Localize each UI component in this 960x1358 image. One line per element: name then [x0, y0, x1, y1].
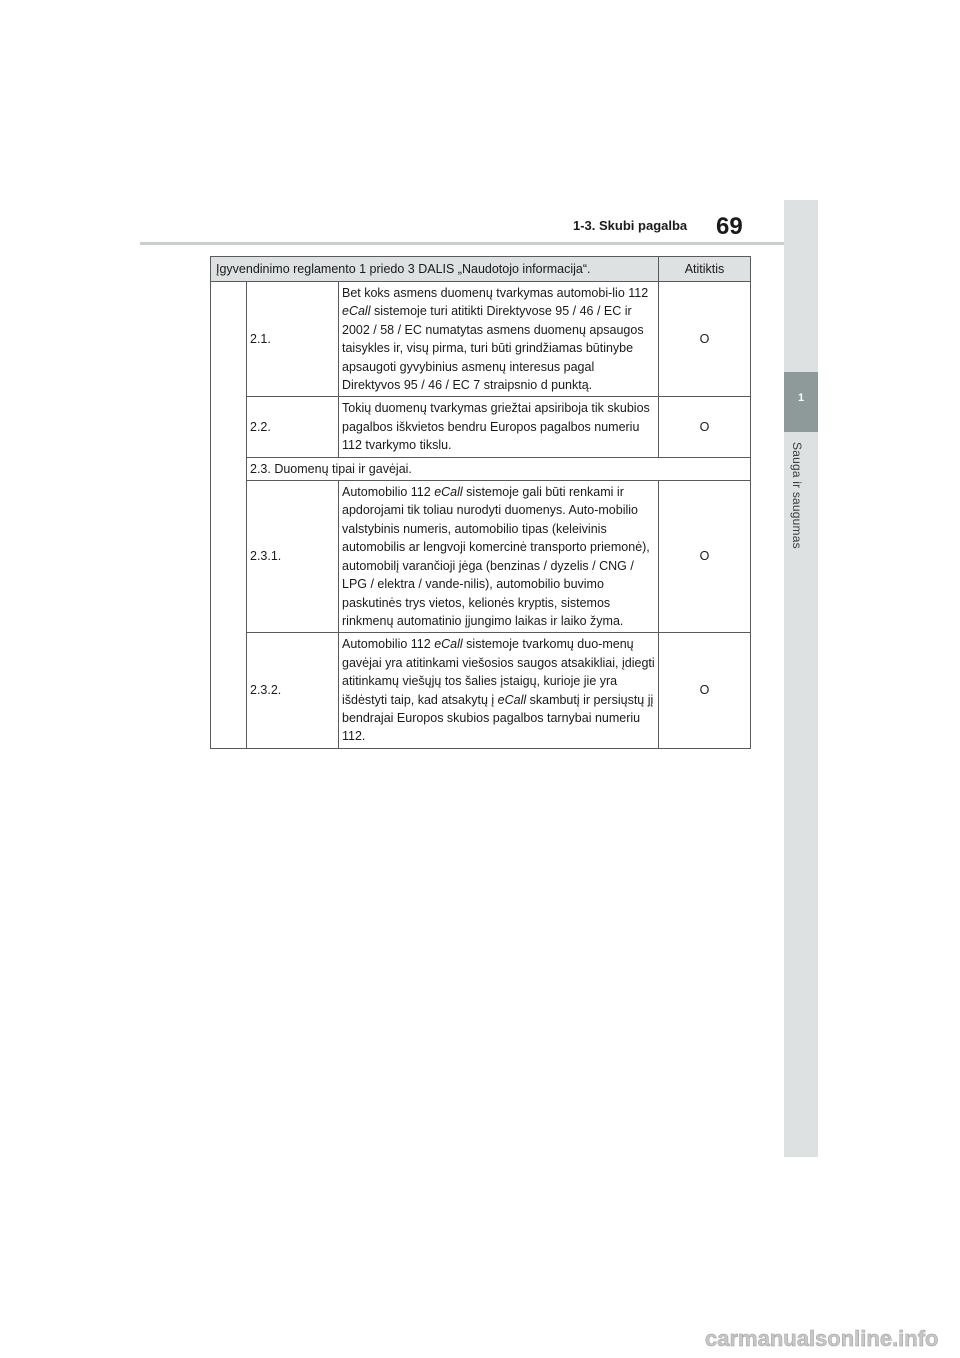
- table-subheading: 2.3. Duomenų tipai ir gavėjai.: [247, 457, 751, 480]
- header-rule: [140, 242, 784, 245]
- watermark-logo: [705, 1322, 955, 1352]
- section-title: 1-3. Skubi pagalba: [573, 218, 688, 233]
- row-description: Automobilio 112 eCall sistemoje tvarkomų duo-menų gavėjai yra atitinkami viešosios saugos atsakikliai, įdiegti atitinkamų viešųjų tos šalies įstaigų, kurioje jie yra išdėstyti taip, kad atsakytų į eCall skambutį ir persiųstų jį bendrajai Europos skubios pagalbos tarnybai numeriu 112.: [339, 633, 659, 748]
- row-number: 2.1.: [247, 282, 339, 397]
- indent-cell: [211, 282, 247, 749]
- table-row: [211, 397, 751, 457]
- row-number: 2.3.1.: [247, 481, 339, 633]
- row-description: Bet koks asmens duomenų tvarkymas automobi-lio 112 eCall sistemoje turi atitikti Direktyvose 95 / 46 / EC ir 2002 / 58 / EC numatytas asmens duomenų apsaugos taisykles ir, visų pirma, turi būti grindžiamas būtinybe apsaugoti gyvybinius asmenų interesus pagal Direktyvos 95 / 46 / EC 7 straipsnio d punktą.: [339, 282, 659, 397]
- chapter-label: Sauga ir saugumas: [790, 442, 804, 549]
- table-row: [211, 282, 751, 397]
- row-number: 2.2.: [247, 397, 339, 457]
- row-description: Tokių duomenų tvarkymas griežtai apsiriboja tik skubios pagalbos iškvietos bendru Europos pagalbos numeriu 112 tvarkymo tikslu.: [339, 397, 659, 457]
- page-number: 69: [716, 213, 743, 240]
- compliance-mark: O: [659, 282, 751, 397]
- compliance-mark: O: [659, 633, 751, 748]
- table-row: [211, 633, 751, 748]
- compliance-mark: O: [659, 481, 751, 633]
- row-description: Automobilio 112 eCall sistemoje gali būti renkami ir apdorojami tik toliau nurodyti duomenys. Auto-mobilio valstybinis numeris, automobilio tipas (keleivinis automobilis ar lengvoji komercinė transporto priemonė), automobilį varančioji jėga (benzinas / dyzelis / CNG / LPG / elektra / vande-nilis), automobilio buvimo paskutinės trys vietos, kelionės kryptis, sistemos rinkmenų automatinio įjungimo laikas ir laiko žyma.: [339, 481, 659, 633]
- table-header-title: Įgyvendinimo reglamento 1 priedo 3 DALIS „Naudotojo informacija“.: [211, 257, 659, 282]
- table-header-row: [211, 257, 751, 282]
- compliance-mark: O: [659, 397, 751, 457]
- chapter-number: 1: [797, 392, 805, 404]
- table-row: [211, 481, 751, 633]
- row-number: 2.3.2.: [247, 633, 339, 748]
- regulation-table: [210, 256, 751, 749]
- table-header-compliance: Atitiktis: [659, 257, 751, 282]
- svg-text:carmanualsonline.info: carmanualsonline.info: [705, 1326, 939, 1351]
- chapter-side-tab: [784, 200, 818, 1157]
- table-subheading-row: [211, 457, 751, 480]
